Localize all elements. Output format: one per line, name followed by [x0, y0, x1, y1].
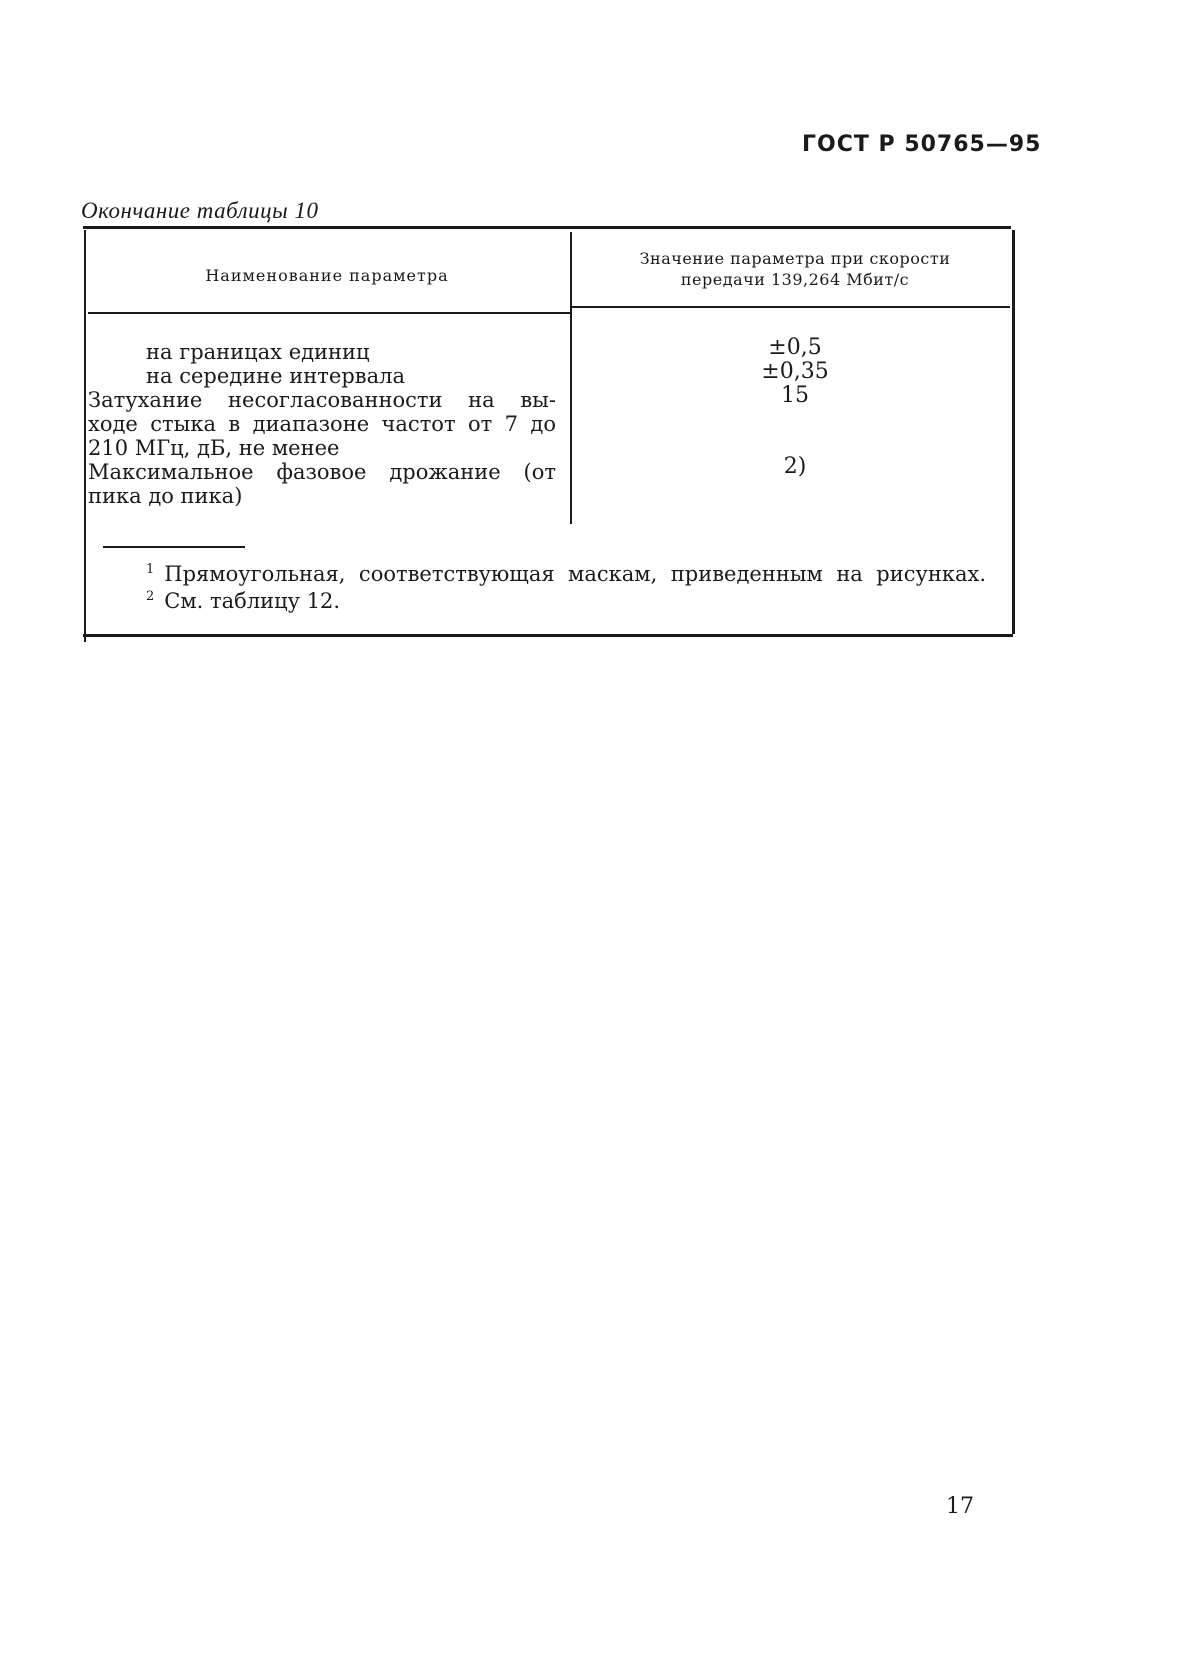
row3-label-line1: Затухание несогласованности на вы- — [88, 388, 556, 412]
column-header-param-value — [575, 248, 1015, 290]
row1-label: на границах единиц — [146, 340, 370, 364]
row1-value: ±0,5 — [768, 335, 822, 360]
table-right-border — [1012, 230, 1015, 634]
footnote-2-text: См. таблицу 12. — [164, 589, 341, 613]
table-header-bottom-rule-right — [572, 306, 1010, 308]
table-bottom-border — [83, 634, 1013, 637]
table-left-border — [84, 230, 86, 642]
row3-label-line2: ходе стыка в диапазоне частот от 7 до — [88, 412, 556, 436]
row4-value: 2) — [783, 454, 807, 479]
column-header-param-name: Наименование параметра — [205, 266, 449, 285]
row3-value: 15 — [781, 383, 809, 408]
table-caption: Окончание таблицы 10 — [81, 198, 319, 223]
page-number: 17 — [946, 1494, 974, 1519]
table-header-bottom-rule-left — [88, 312, 570, 314]
row4-label-line2: пика до пика) — [88, 484, 243, 508]
footnote-separator — [103, 546, 245, 548]
row2-value: ±0,35 — [761, 359, 829, 384]
footnote-1-text: Прямоугольная, соответствующая маскам, приведенным на рисунках. — [164, 562, 986, 586]
row3-label-line3: 210 МГц, дБ, не менее — [88, 436, 340, 460]
footnote-2 — [146, 585, 340, 613]
table-top-border — [83, 226, 1011, 229]
document-code: ГОСТ Р 50765—95 — [802, 132, 1042, 157]
column-header-param-value-line2: передачи 139,264 Мбит/с — [680, 270, 910, 289]
column-header-param-value-line1: Значение параметра при скорости — [639, 249, 951, 268]
footnote-1-mark: 1 — [146, 562, 155, 577]
table-column-divider — [570, 232, 572, 524]
row2-label: на середине интервала — [146, 364, 405, 388]
footnote-1 — [146, 558, 986, 586]
row4-label-line1: Максимальное фазовое дрожание (от — [88, 460, 556, 484]
footnote-2-mark: 2 — [146, 589, 155, 604]
